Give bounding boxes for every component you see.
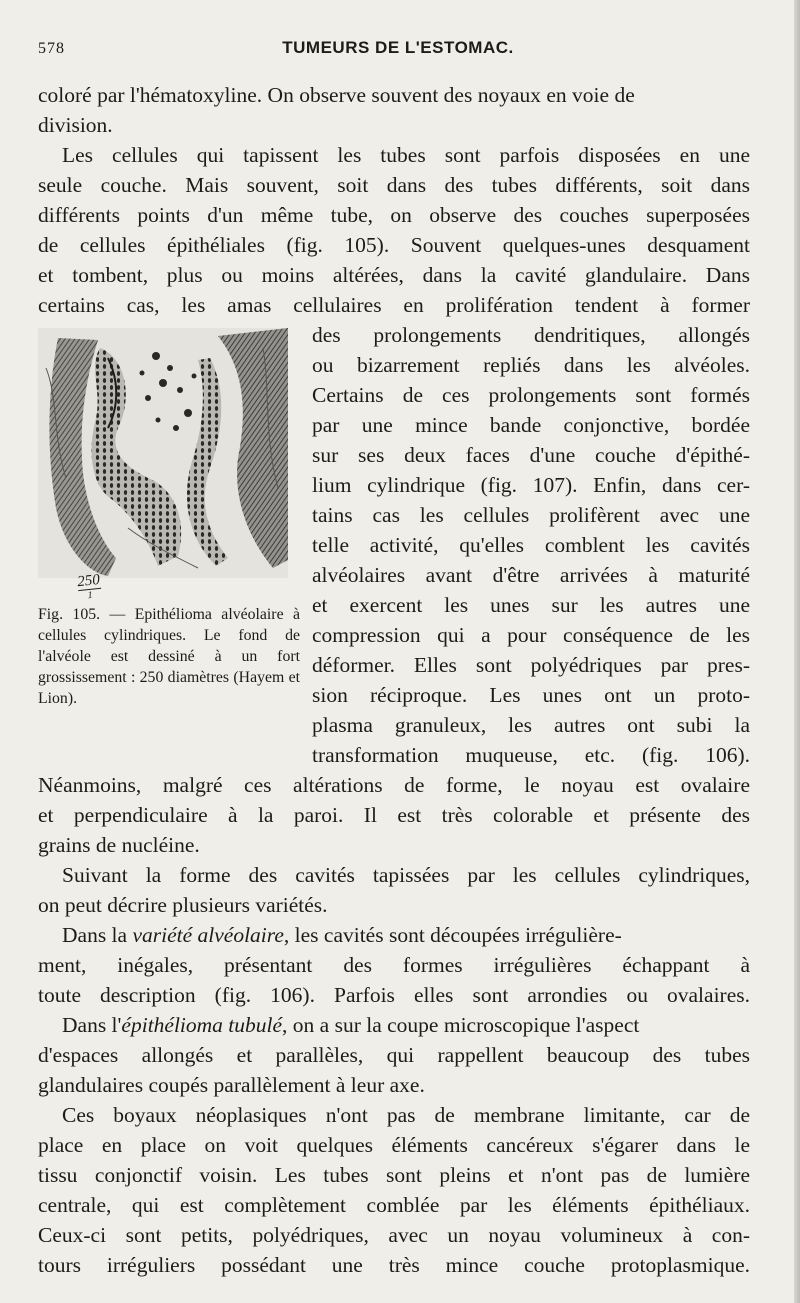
page-number: 578 <box>38 40 65 57</box>
text-line: Les cellules qui tapissent les tubes sont parfois disposées en une <box>62 143 750 167</box>
page-header <box>38 38 758 62</box>
term-epithelioma-tubule: épithélioma tubulé <box>121 1013 283 1037</box>
figure-105-illustration <box>38 328 288 598</box>
text-line: seule couche. Mais souvent, soit dans des tubes différents, soit dans <box>38 173 750 197</box>
text-line: Dans la variété alvéolaire, les cavités sont découpées irrégulière- <box>62 923 622 947</box>
text-line: coloré par l'hématoxyline. On observe souvent des noyaux en voie de <box>38 83 635 107</box>
text-line: Ceux-ci sont petits, polyédriques, avec un noyau volumineux à con- <box>38 1223 750 1247</box>
text-line: tains cas les cellules prolifèrent avec une <box>312 503 750 527</box>
figure-caption: Fig. 105. — Epithélioma alvéolaire à cellules cylindriques. Le fond de l'alvéole est dessiné à un fort grossissement : 250 diamètres (Hayem et Lion). <box>38 606 300 707</box>
text-line: tours irréguliers possédant une très mince couche protoplasmique. <box>38 1253 750 1277</box>
text-line: Néanmoins, malgré ces altérations de forme, le noyau est ovalaire <box>38 773 750 797</box>
text-line: alvéolaires avant d'être arrivées à maturité <box>312 563 750 587</box>
text-line: compression qui a pour conséquence de les <box>312 623 750 647</box>
text-line: ment, inégales, présentant des formes irrégulières échappant à <box>38 953 750 977</box>
scale-numerator: 250 <box>76 571 101 591</box>
text-line: telle activité, qu'elles comblent les cavités <box>312 533 750 557</box>
running-head: TUMEURS DE L'ESTOMAC. <box>282 38 514 57</box>
text-line: et perpendiculaire à la paroi. Il est très colorable et présente des <box>38 803 750 827</box>
text-line: et exercent les unes sur les autres une <box>312 593 750 617</box>
page-edge <box>794 0 800 1303</box>
text-line: division. <box>38 113 113 137</box>
text-line: lium cylindrique (fig. 107). Enfin, dans cer- <box>312 473 750 497</box>
text-line: on peut décrire plusieurs variétés. <box>38 893 328 917</box>
text-line: des prolongements dendritiques, allongés <box>312 323 750 347</box>
scale-denominator: 1 <box>78 588 102 602</box>
text-line: et tombent, plus ou moins altérées, dans la cavité glandulaire. Dans <box>38 263 750 287</box>
text-line: glandulaires coupés parallèlement à leur axe. <box>38 1073 425 1097</box>
text-line: place en place on voit quelques éléments cancéreux s'égarer dans le <box>38 1133 750 1157</box>
term-variete-alveolaire: variété alvéolaire <box>132 923 284 947</box>
text-line: Certains de ces prolongements sont formés <box>312 383 750 407</box>
text-line: déformer. Elles sont polyédriques par pres- <box>312 653 750 677</box>
text-line: par une mince bande conjonctive, bordée <box>312 413 750 437</box>
histology-engraving <box>38 328 288 578</box>
text-line: ou bizarrement repliés dans les alvéoles. <box>312 353 750 377</box>
text-line: grains de nucléine. <box>38 833 200 857</box>
text-line: sion réciproque. Les unes ont un proto- <box>312 683 750 707</box>
text-line: Ces boyaux néoplasiques n'ont pas de membrane limitante, car de <box>62 1103 750 1127</box>
text-line: de cellules épithéliales (fig. 105). Souvent quelques-unes desquament <box>38 233 750 257</box>
text-line: sur ses deux faces d'une couche d'épithé- <box>312 443 750 467</box>
text-line: d'espaces allongés et parallèles, qui rappellent beaucoup des tubes <box>38 1043 750 1067</box>
text-line: transformation muqueuse, etc. (fig. 106). <box>312 743 750 767</box>
text-line: centrale, qui est complètement comblée par les éléments épithéliaux. <box>38 1193 750 1217</box>
text-line: toute description (fig. 106). Parfois elles sont arrondies ou ovalaires. <box>38 983 750 1007</box>
text-line: certains cas, les amas cellulaires en prolifération tendent à former <box>38 293 750 317</box>
text-line: différents points d'un même tube, on observe des couches superposées <box>38 203 750 227</box>
text-line: Suivant la forme des cavités tapissées par les cellules cylindriques, <box>62 863 750 887</box>
text-line: plasma granuleux, les autres ont subi la <box>312 713 750 737</box>
text-line: tissu conjonctif voisin. Les tubes sont pleins et n'ont pas de lumière <box>38 1163 750 1187</box>
text-line: Dans l'épithélioma tubulé, on a sur la coupe microscopique l'aspect <box>62 1013 640 1037</box>
scale-annotation <box>77 573 102 602</box>
